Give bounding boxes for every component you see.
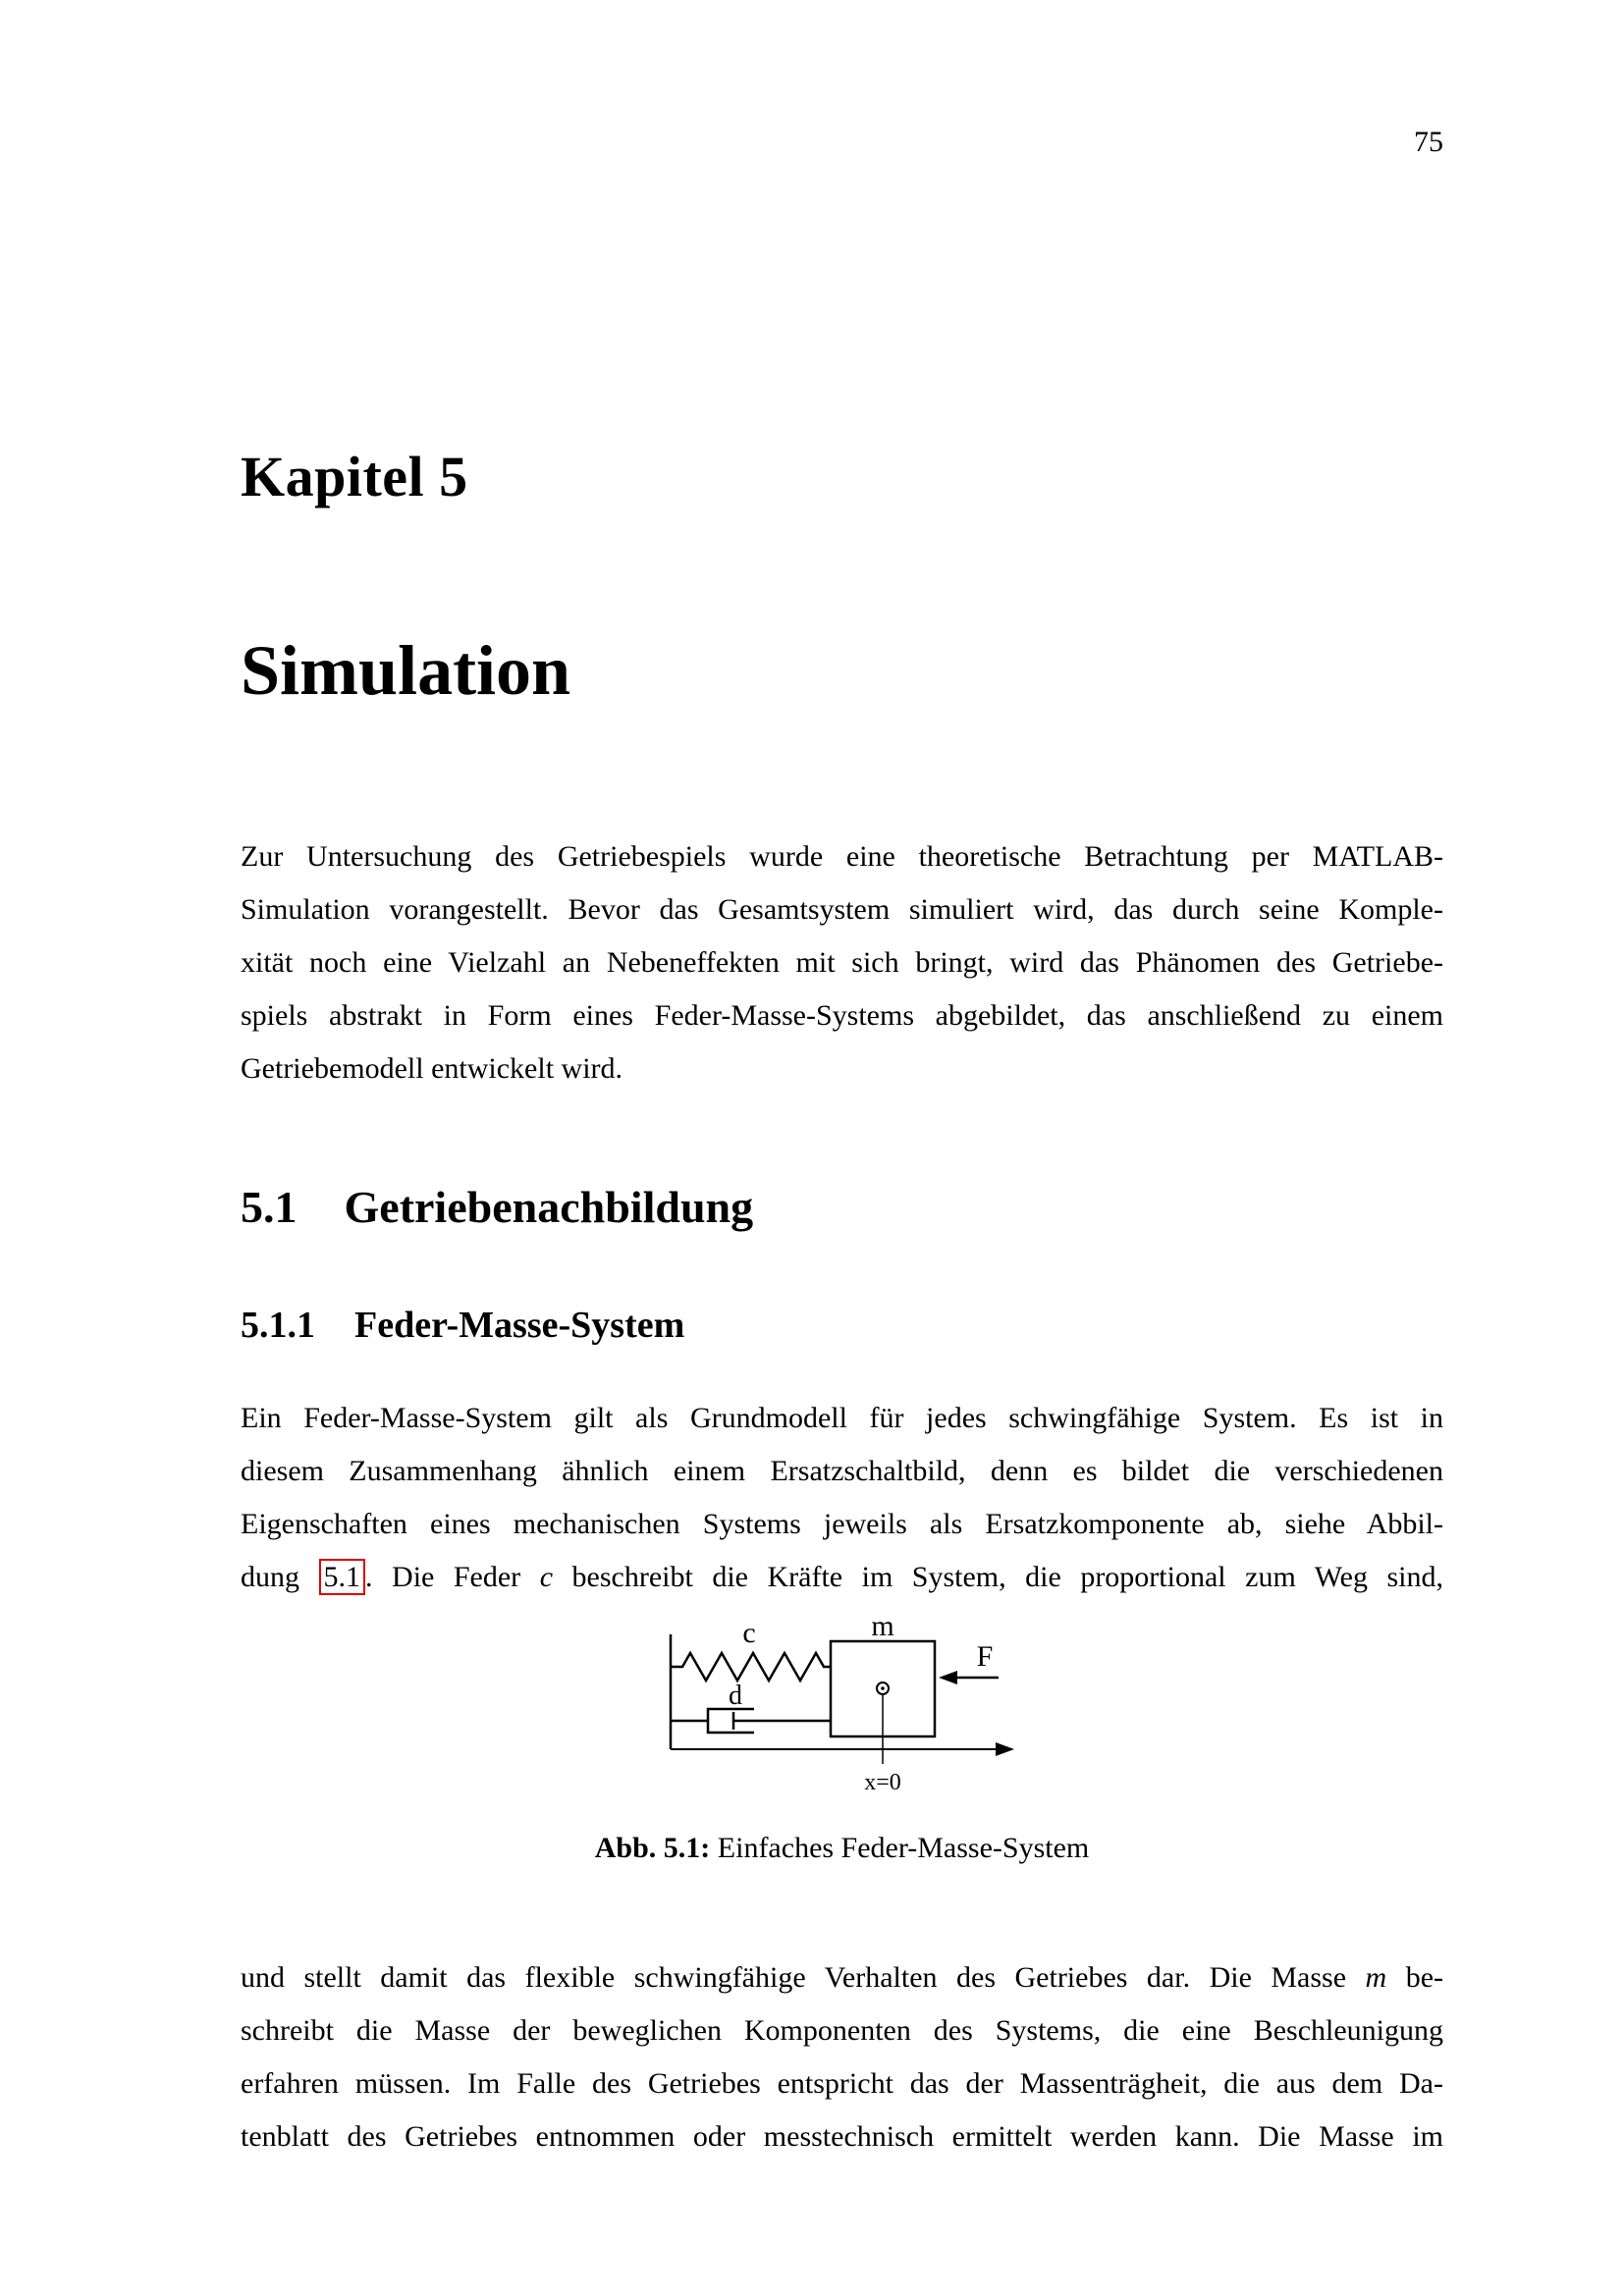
- caption-label: Abb. 5.1:: [594, 1832, 711, 1864]
- subsection-heading: [241, 1304, 684, 1347]
- force-label: F: [976, 1640, 993, 1673]
- text-line: Ein Feder-Masse-System gilt als Grundmodell für jedes schwingfähige System. Es ist in: [241, 1402, 1443, 1434]
- figure-5-1: [241, 1615, 1443, 1803]
- section-heading: [241, 1181, 753, 1233]
- text-line: Zur Untersuchung des Getriebespiels wurde eine theoretische Betrachtung per MATLAB-: [241, 840, 1443, 873]
- spring-coil: [671, 1653, 831, 1681]
- chapter-label: Kapitel 5: [241, 445, 468, 508]
- section-number: 5.1: [241, 1182, 298, 1232]
- chapter-title: Simulation: [241, 631, 571, 710]
- paragraph-body-1: [241, 1392, 1443, 1604]
- text-line: Eigenschaften eines mechanischen Systems jeweils als Ersatzkomponente ab, siehe Abbil-: [241, 1508, 1443, 1540]
- text-line: schreibt die Masse der beweglichen Komponenten des Systems, die eine Beschleunigung: [241, 2014, 1443, 2047]
- x-axis-arrowhead: [996, 1742, 1014, 1756]
- page-number: 75: [1414, 126, 1443, 158]
- text-line: erfahren müssen. Im Falle des Getriebes entspricht das der Massenträgheit, die aus dem Da-: [241, 2067, 1443, 2100]
- figure-ref-link[interactable]: 5.1: [319, 1559, 366, 1595]
- force-arrowhead: [939, 1671, 957, 1684]
- text-line: [241, 1951, 1443, 2004]
- spring-label: c: [741, 1617, 756, 1649]
- origin-label: x=0: [863, 1770, 901, 1795]
- section-title: Getriebenachbildung: [344, 1182, 754, 1232]
- text-run: . Die Feder: [365, 1561, 540, 1593]
- text-line: diesem Zusammenhang ähnlich einem Ersatzschaltbild, denn es bildet die verschiedenen: [241, 1455, 1443, 1487]
- math-var-c: c: [539, 1561, 554, 1593]
- mass-label: m: [870, 1615, 894, 1642]
- text-run: beschreibt die Kräfte im System, die proportional zum Weg sind,: [553, 1561, 1444, 1593]
- math-var-m: m: [1365, 1961, 1387, 1994]
- paragraph-body-2: [241, 1951, 1443, 2163]
- text-run: be-: [1386, 1961, 1443, 1994]
- text-line: [241, 1551, 1443, 1604]
- damper-label: d: [728, 1681, 742, 1711]
- text-line: Getriebemodell entwickelt wird.: [241, 1052, 623, 1085]
- mass-center-dot: [881, 1686, 885, 1690]
- figure-caption: [241, 1832, 1443, 1865]
- text-run: dung: [241, 1561, 319, 1593]
- caption-text: Einfaches Feder-Masse-System: [710, 1832, 1090, 1864]
- subsection-title: Feder-Masse-System: [354, 1305, 685, 1346]
- subsection-number: 5.1.1: [241, 1305, 315, 1346]
- text-line: spiels abstrakt in Form eines Feder-Masse-Systems abgebildet, das anschließend zu einem: [241, 999, 1443, 1032]
- paragraph-intro: [241, 830, 1443, 1095]
- spring-mass-diagram: [661, 1615, 1024, 1803]
- text-line: xität noch eine Vielzahl an Nebeneffekten mit sich bringt, wird das Phänomen des Getriebe-: [241, 946, 1443, 979]
- text-run: und stellt damit das flexible schwingfähige Verhalten des Getriebes dar. Die Masse: [241, 1961, 1366, 1994]
- text-line: Simulation vorangestellt. Bevor das Gesamtsystem simuliert wird, das durch seine Komple-: [241, 893, 1443, 926]
- text-line: tenblatt des Getriebes entnommen oder messtechnisch ermittelt werden kann. Die Masse im: [241, 2120, 1443, 2153]
